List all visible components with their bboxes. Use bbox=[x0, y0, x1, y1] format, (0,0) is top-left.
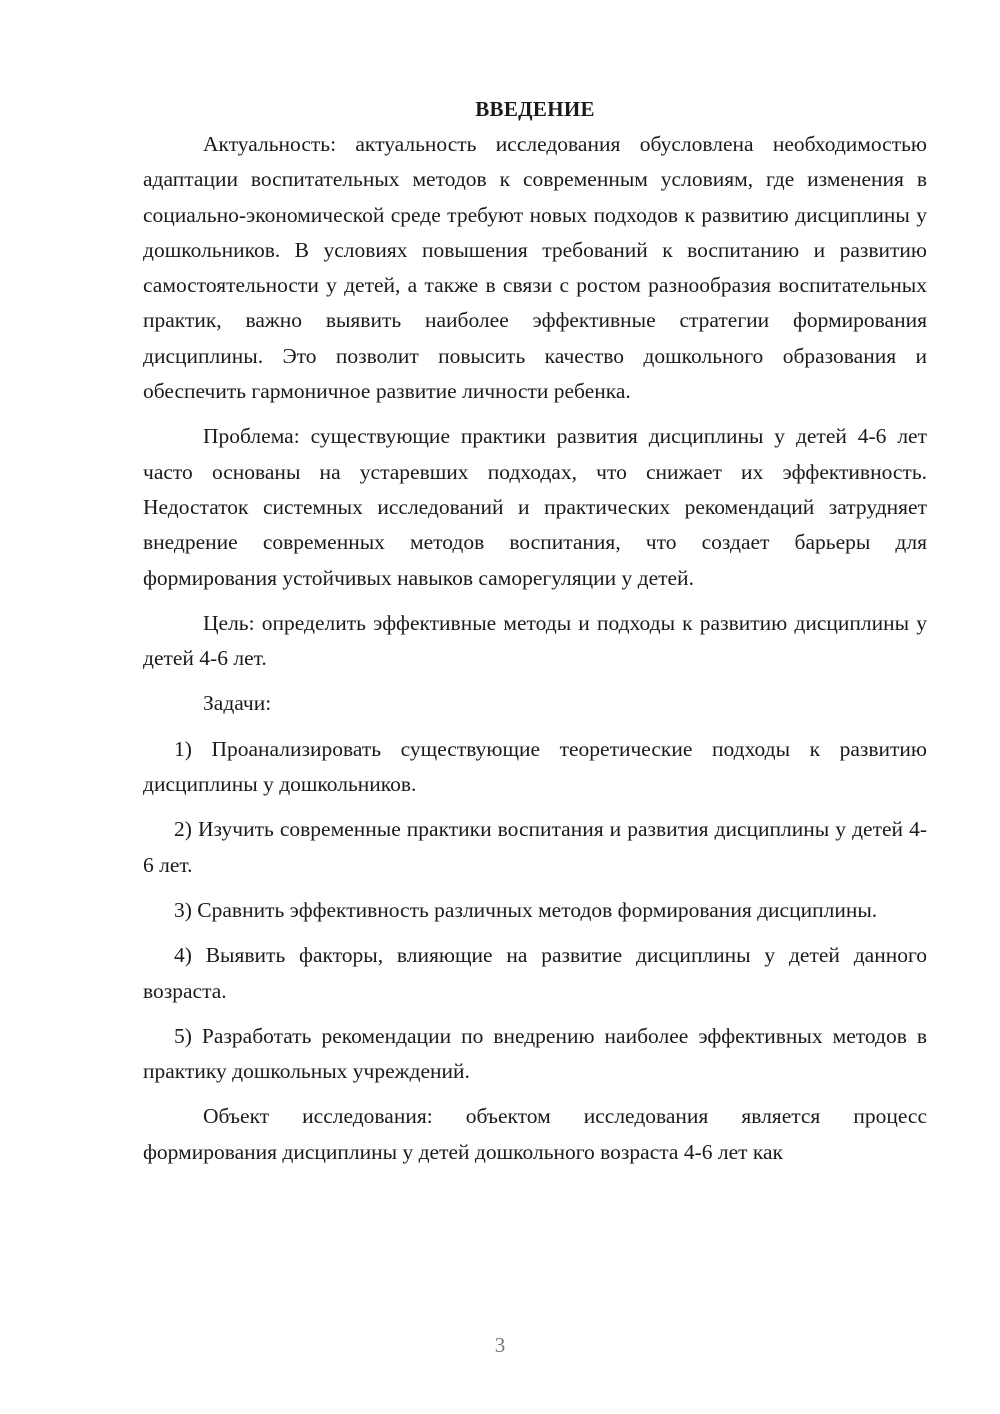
document-page bbox=[143, 92, 927, 1170]
tasks-label: Задачи: bbox=[203, 691, 272, 716]
problem-paragraph: Проблема: существующие практики развития дисциплины у детей 4-6 лет часто основаны на устаревших подходах, что снижает их эффективность. Недостаток системных исследований и практических рекомендаций затрудняет внедрение современных методов воспитания, что создает барьеры для формирования устойчивых навыков саморегуляции у детей. bbox=[143, 424, 927, 590]
task-item: 4) Выявить факторы, влияющие на развитие дисциплины у детей данного возраста. bbox=[143, 943, 927, 1003]
task-item: 3) Сравнить эффективность различных методов формирования дисциплины. bbox=[174, 897, 878, 922]
goal-paragraph: Цель: определить эффективные методы и подходы к развитию дисциплины у детей 4-6 лет. bbox=[143, 610, 927, 671]
page-number: 3 bbox=[494, 1333, 506, 1357]
relevance-paragraph: Актуальность: актуальность исследования обусловлена необходимостью адаптации воспитательных методов к современным условиям, где изменения в социально-экономической среде требуют новых подходов к развитию дисциплины у дошкольников. В условиях повышения требований к воспитанию и развитию самостоятельности у детей, а также в связи с ростом разнообразия воспитательных практик, важно выявить наиболее эффективные стратегии формирования дисциплины. Это позволит повысить качество дошкольного образования и обеспечить гармоничное развитие личности ребенка. bbox=[143, 132, 927, 404]
task-item: 2) Изучить современные практики воспитания и развития дисциплины у детей 4-6 лет. bbox=[143, 817, 927, 877]
task-item: 1) Проанализировать существующие теоретические подходы к развитию дисциплины у дошкольников. bbox=[143, 736, 927, 797]
task-item: 5) Разработать рекомендации по внедрению наиболее эффективных методов в практику дошкольных учреждений. bbox=[143, 1023, 927, 1084]
section-heading: ВВЕДЕНИЕ bbox=[475, 97, 595, 121]
object-paragraph: Объект исследования: объектом исследования является процесс формирования дисциплины у детей дошкольного возраста 4-6 лет как bbox=[143, 1104, 927, 1164]
